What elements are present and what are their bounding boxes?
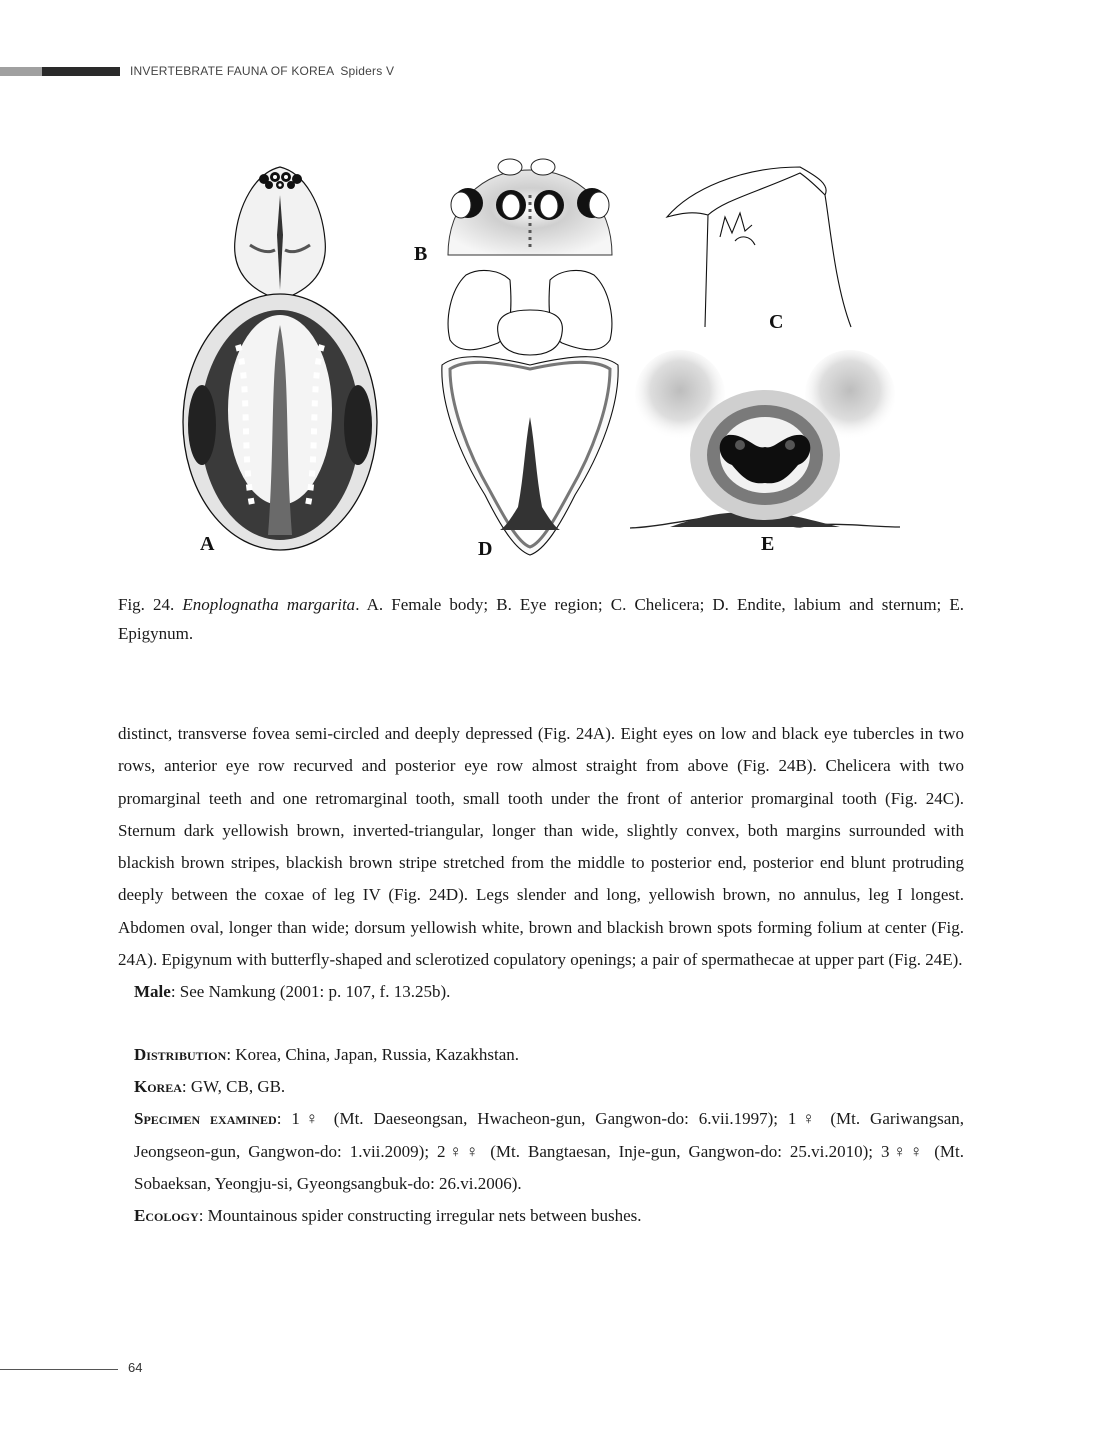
male-label: Male xyxy=(134,982,171,1002)
korea-text: : GW, CB, GB. xyxy=(181,1076,286,1096)
series-title: INVERTEBRATE FAUNA OF KOREA xyxy=(130,64,335,78)
distribution-text: : Korea, China, Japan, Russia, Kazakhstan. xyxy=(226,1044,520,1064)
caption-text: . A. Female body; B. Eye region; C. Chelicera; D. Endite, labium and sternum; E. Epigynum. xyxy=(118,595,965,643)
male-paragraph xyxy=(118,976,964,1008)
ecology-label: Ecology xyxy=(134,1206,199,1226)
volume-title: Spiders V xyxy=(340,64,395,78)
specimen-label: Specimen examined xyxy=(134,1109,277,1129)
eye-region-drawing xyxy=(448,159,612,255)
male-text: : See Namkung (2001: p. 107, f. 13.25b). xyxy=(170,982,451,1002)
figure-label-b: B xyxy=(414,243,428,265)
figure-caption xyxy=(118,590,964,648)
specimen-paragraph xyxy=(118,1103,964,1200)
caption-prefix: Fig. 24. xyxy=(118,595,183,614)
species-description xyxy=(118,718,964,1232)
korea-paragraph xyxy=(118,1071,964,1103)
female-body-drawing xyxy=(183,167,377,550)
figure-label-c: C xyxy=(769,311,784,333)
figure-label-d: D xyxy=(478,538,493,560)
page-number: 64 xyxy=(128,1360,143,1375)
ecology-text: : Mountainous spider constructing irregular nets between bushes. xyxy=(198,1206,642,1226)
distribution-label: Distribution xyxy=(134,1044,227,1064)
figure-label-e: E xyxy=(761,533,775,555)
figure-24 xyxy=(180,155,920,565)
header-bar-grey xyxy=(0,67,42,76)
caption-species-name: Enoplognatha margarita xyxy=(182,595,356,614)
epigynum-drawing xyxy=(630,350,900,528)
figure-label-a: A xyxy=(200,533,215,555)
korea-label: Korea xyxy=(134,1076,182,1096)
sternum-drawing xyxy=(442,270,618,555)
figure-illustrations xyxy=(180,155,920,565)
ecology-paragraph xyxy=(118,1200,964,1232)
running-header xyxy=(130,64,394,78)
chelicera-drawing xyxy=(667,167,851,327)
description-paragraph: distinct, transverse fovea semi-circled and deeply depressed (Fig. 24A). Eight eyes on low and black eye tubercles in two rows, anterior eye row recurved and posterior eye row almost straight from above (Fig. 24B). Chelicera with two promarginal teeth and one retromarginal tooth, small tooth under the front of anterior promarginal tooth (Fig. 24C). Sternum dark yellowish brown, inverted-triangular, longer than wide, slightly convex, both margins surrounded with blackish brown stripes, blackish brown stripe stretched from the middle to posterior end, posterior end blunt protruding deeply between the coxae of leg IV (Fig. 24D). Legs slender and long, yellowish brown, no annulus, leg I longest. Abdomen oval, longer than wide; dorsum yellowish white, brown and blackish brown spots forming folium at center (Fig. 24A). Epigynum with butterfly-shaped and sclerotized copulatory openings; a pair of spermathecae at upper part (Fig. 24E). xyxy=(118,724,964,970)
distribution-paragraph xyxy=(118,1039,964,1071)
header-bar-dark xyxy=(42,67,120,76)
specimen-text: : 1♀ (Mt. Daeseongsan, Hwacheon-gun, Gangwon-do: 6.vii.1997); 1♀ (Mt. Gariwangsan, Jeongseon-gun, Gangwon-do: 1.vii.2009); 2♀♀ (Mt. Bangtaesan, Inje-gun, Gangwon-do: 25.vi.2010); 3♀♀ (Mt. Sobaeksan, Yeongju-si, Gyeongsangbuk-do: 26.vi.2006). xyxy=(134,1109,964,1193)
footer-rule xyxy=(0,1369,118,1370)
